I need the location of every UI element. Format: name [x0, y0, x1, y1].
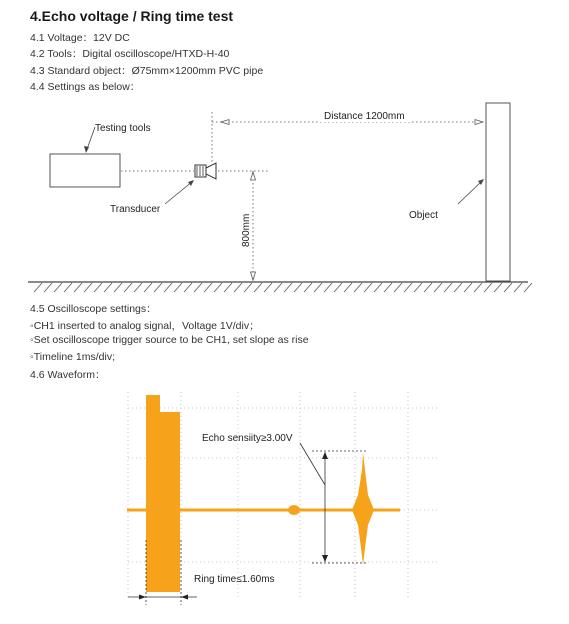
transducer-label: Transducer [110, 204, 161, 215]
distance-label: Distance 1200mm [324, 111, 405, 122]
echo-arrow-top [322, 452, 328, 459]
height-label: 800mm [241, 213, 252, 247]
settings-intro-line: 4.4 Settings as below： [30, 81, 141, 93]
ring-time-label: Ring time≤1.60ms [194, 574, 275, 585]
echo-annotation [202, 433, 367, 563]
testing-tools-label: Testing tools [95, 123, 151, 134]
echo-leader-line [300, 443, 325, 485]
tools-line: 4.2 Tools：Digital oscilloscope/HTXD-H-40 [30, 48, 230, 60]
waveform-line: 4.6 Waveform： [30, 369, 106, 381]
section-heading: 4.Echo voltage / Ring time test [30, 8, 234, 24]
echo-sensitivity-label: Echo sensiity≥3.00V [202, 433, 293, 444]
trigger-setting-line: ◦Set oscilloscope trigger source to be CH1, set slope as rise [30, 334, 309, 346]
voltage-line: 4.1 Voltage：12V DC [30, 32, 130, 44]
standard-object-line: 4.3 Standard object：Ø75mm×1200mm PVC pipe [30, 65, 264, 77]
ch1-setting-line: ◦CH1 inserted to analog signal，Voltage 1V/div； [30, 320, 260, 332]
ring-arrow-left [139, 595, 146, 600]
ring-burst [146, 412, 180, 592]
ring-arrow-right [181, 595, 188, 600]
echo-arrow-bottom [322, 555, 328, 562]
osc-settings-line: 4.5 Oscilloscope settings： [30, 303, 157, 315]
object-label: Object [409, 210, 438, 221]
ring-burst-spike [146, 395, 160, 415]
waveform-trace [127, 395, 400, 592]
trace-blip [288, 505, 300, 515]
timeline-setting-line: ◦Timeline 1ms/div; [30, 351, 116, 363]
